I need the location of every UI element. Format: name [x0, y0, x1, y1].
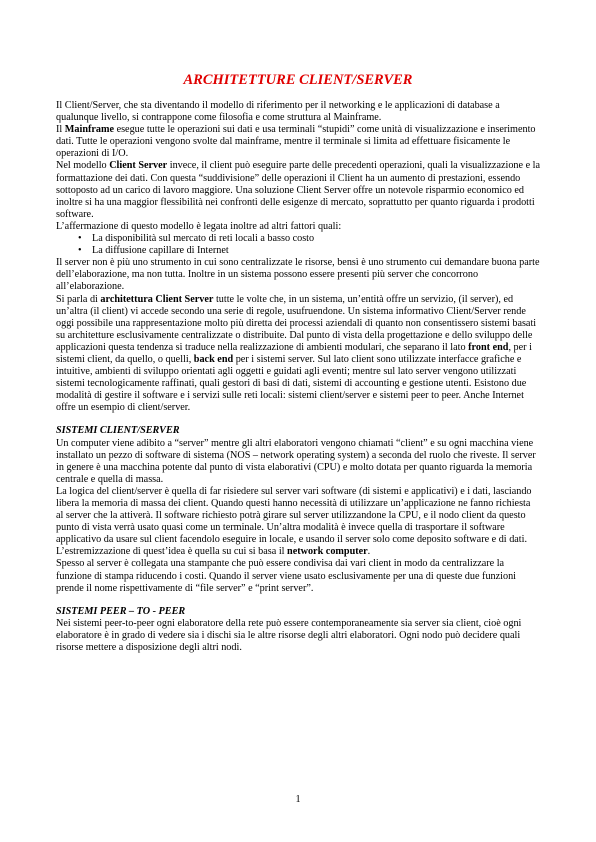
factors-list — [56, 233, 540, 257]
cs-paragraph-4: Spesso al server è collegata una stampante che può essere condivisa dai vari client in modo da centralizzare la funzione di stampa riducendo i costi. Quando il server viene usato esclusivamente per una di queste due funzioni prende il nome rispettivamente di “file server” e “print server”. — [56, 558, 516, 594]
text-run: , per i sistemi client, da quello, o quelli, — [56, 341, 532, 365]
term-architettura-client-server: architettura Client Server — [100, 293, 214, 305]
intro-paragraph-1: Il Client/Server, che sta diventando il modello di riferimento per il networking e le applicazioni di database a qualunque livello, si contrappone come filosofia e come struttura al Mainframe. — [56, 100, 500, 124]
text-run: tutte le volte che, in un sistema, un’entità offre un servizio, (il server), ed un’altra (il client) vi accede secondo una serie di regole, usufruendone. Un sistema informativo Client/Server rende oggi possibile una rappresentazione molto più diretta dei processi aziendali di quanto non consentissero sistemi basati su architetture esclusivamente centralizzate o distribuite. Dal punto di vista della progettazione e dello sviluppo delle applicazioni questa tendenza si traduce nella realizzazione di ambienti modulari, che separano il lato — [56, 293, 537, 353]
text-run: Si parla di — [56, 293, 101, 305]
text-run: L’estremizzazione di quest’idea è quella su cui si basa il — [56, 546, 288, 558]
intro-paragraph-5: Il server non è più uno strumento in cui sono centralizzate le risorse, bensì è uno strumento cui demandare buona parte dell’elaborazione, ma non tutta. Inoltre in un sistema possono essere presenti più server che concorrono all’elaborazione. — [56, 257, 540, 293]
section-heading-client-server: SISTEMI CLIENT/SERVER — [56, 425, 180, 437]
section-heading-peer-to-peer: SISTEMI PEER – TO - PEER — [56, 605, 186, 617]
text-run: invece, il client può eseguire parte delle precedenti operazioni, quali la visualizzazione e la formattazione dei dati. Con questa “suddivisione” delle operazioni il Client ha un aumento di prestazioni, essendo sottoposto ad un carico di lavoro maggiore. Una soluzione Client Server offre un notevole risparmio economico ed inoltre si ha una maggior flessibilità nei confronti delle esigenze di mercato, soprattutto per quanto riguarda i prodotti software. — [56, 160, 541, 220]
term-client-server: Client Server — [109, 160, 168, 172]
intro-paragraph-3 — [56, 160, 540, 220]
text-run: Il — [56, 124, 65, 136]
term-mainframe: Mainframe — [64, 124, 115, 136]
page-number: 1 — [295, 794, 301, 805]
cs-paragraph-1: Un computer viene adibito a “server” mentre gli altri elaboratori vengono chiamati “client” e su ogni macchina viene installato un pezzo di software di sistema (NOS – network operating system) a seconda del ruolo che riveste. Il server in genere è una macchina potente dal punto di vista elaborativi (CPU) e molto dotata per quanto riguarda la memoria centrale e quella di massa. — [56, 437, 536, 485]
p2p-paragraph-1: Nei sistemi peer-to-peer ogni elaboratore della rete può essere contemporaneamente sia server sia client, cioè ogni elaboratore è in grado di vedere sia i dischi sia le altre risorse degli altri elaboratori. Ogni nodo può decidere quali risorse mettere a disposizione degli altri nodi. — [56, 617, 522, 654]
list-item: • La disponibilità sul mercato di reti locali a basso costo — [92, 233, 540, 245]
text-run: per i sistemi server. Sul lato client sono utilizzate interfacce grafiche e intuitive, ambienti di sviluppo orientati agli oggetti e guidati agli eventi; mentre sul lato server vengono utilizzati sistemi tecnologicamente raffinati, quali gestori di basi di dati, sistemi di accounting e gestione utenti. Esistono due modalità di gestire il software e i servizi sulle reti locali: sistemi client/server e sistemi peer to peer. Anche Internet offre un esempio di client/server. — [56, 353, 527, 414]
term-back-end: back end — [193, 353, 234, 365]
intro-paragraph-4: L’affermazione di questo modello è legata inoltre ad altri fattori quali: — [56, 220, 342, 232]
term-front-end: front end — [468, 341, 509, 353]
term-network-computer: network computer — [287, 546, 368, 558]
text-run: . — [367, 546, 371, 558]
page-title: ARCHITETTURE CLIENT/SERVER — [183, 72, 413, 88]
intro-paragraph-6 — [56, 294, 540, 415]
list-item: • La diffusione capillare di Internet — [92, 245, 540, 257]
cs-paragraph-3 — [56, 546, 540, 558]
intro-paragraph-2 — [56, 124, 540, 160]
cs-paragraph-2: La logica del client/server è quella di far risiedere sul server vari software (di sistemi e applicativi) e i dati, lasciando libera la memoria di massa dei client. Quando questi hanno necessità di utilizzare un’applicazione ne fanno richiesta al server che la attiverà. Il software richiesto potrà girare sul server utilizzandone la CPU, e il nodo client da questo punto di vista verrà usato quasi come un terminale. Un’altra modalità è invece quella di trasportare il software applicativo da usare sul client facendolo eseguire in locale, e usando il server solo come deposito software e di dati. — [56, 485, 532, 546]
text-run: esegue tutte le operazioni sui dati e usa terminali “stupidi” come unità di visualizzazione e inserimento dati. Tutte le operazioni vengono svolte dal mainframe, mentre il terminale si limita ad effettuare fisicamente le operazioni di I/O. — [56, 124, 536, 160]
text-run: Nel modello — [56, 160, 110, 172]
